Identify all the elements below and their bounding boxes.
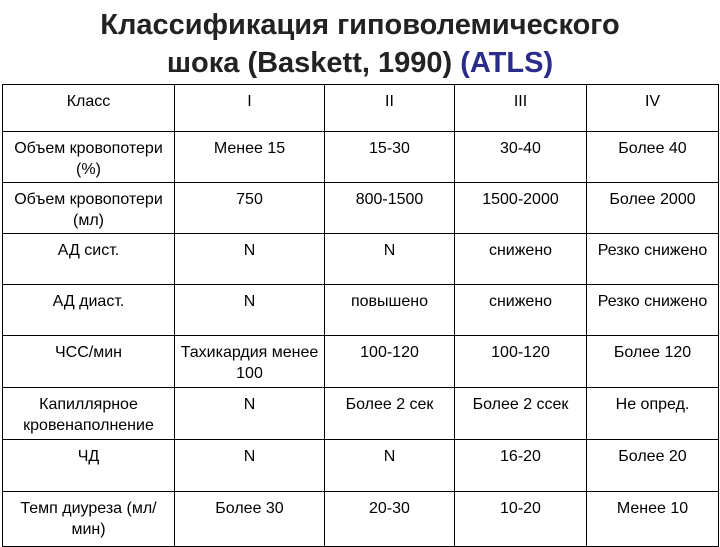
table-cell: N: [175, 440, 325, 492]
table-cell: Резко снижено: [587, 234, 719, 285]
table-cell: повышено: [325, 285, 455, 336]
row-label: Объем кровопотери (%): [3, 132, 175, 183]
header-cell-class-4: IV: [587, 85, 719, 132]
table-row: [3, 336, 719, 388]
table-cell: N: [325, 440, 455, 492]
table-cell: Более 30: [175, 492, 325, 547]
table-cell: снижено: [455, 285, 587, 336]
table-cell: снижено: [455, 234, 587, 285]
table-cell: 30-40: [455, 132, 587, 183]
table-row: [3, 285, 719, 336]
table-cell: Более 40: [587, 132, 719, 183]
row-label: АД сист.: [3, 234, 175, 285]
table-cell: 15-30: [325, 132, 455, 183]
header-cell-class-2: II: [325, 85, 455, 132]
table-cell: N: [325, 234, 455, 285]
table-cell: Менее 10: [587, 492, 719, 547]
title-line-1: Классификация гиповолемического: [100, 9, 620, 41]
table-row: [3, 234, 719, 285]
table-cell: Более 2 ссек: [455, 388, 587, 440]
table-cell: Более 20: [587, 440, 719, 492]
title-line-2-accent: (ATLS): [460, 47, 554, 79]
table-cell: 100-120: [325, 336, 455, 388]
header-cell-class-3: III: [455, 85, 587, 132]
table-cell: 800-1500: [325, 183, 455, 234]
table-row: [3, 440, 719, 492]
table-header-row: [3, 85, 719, 132]
table-cell: 10-20: [455, 492, 587, 547]
table-cell: Более 120: [587, 336, 719, 388]
shock-classification-table: [2, 84, 719, 547]
header-cell-class-1: I: [175, 85, 325, 132]
table-cell: N: [175, 234, 325, 285]
row-label: Капиллярное кровенаполнение: [3, 388, 175, 440]
header-cell-class: Класс: [3, 85, 175, 132]
row-label: ЧСС/мин: [3, 336, 175, 388]
table-cell: Более 2 сек: [325, 388, 455, 440]
table-cell: 1500-2000: [455, 183, 587, 234]
table-cell: Резко снижено: [587, 285, 719, 336]
table-cell: 100-120: [455, 336, 587, 388]
row-label: Темп диуреза (мл/мин): [3, 492, 175, 547]
table-row: [3, 492, 719, 547]
slide-title: [0, 6, 720, 82]
table-cell: N: [175, 388, 325, 440]
table-cell: Не опред.: [587, 388, 719, 440]
table-cell: Тахикардия менее 100: [175, 336, 325, 388]
title-line-2-main: шока (Baskett, 1990): [166, 47, 453, 79]
row-label: Объем кровопотери (мл): [3, 183, 175, 234]
title-line-2: [0, 44, 720, 82]
table-cell: N: [175, 285, 325, 336]
table-cell: 16-20: [455, 440, 587, 492]
table-cell: Более 2000: [587, 183, 719, 234]
table-cell: 20-30: [325, 492, 455, 547]
table-row: [3, 132, 719, 183]
row-label: ЧД: [3, 440, 175, 492]
table-cell: Менее 15: [175, 132, 325, 183]
table-row: [3, 183, 719, 234]
table-row: [3, 388, 719, 440]
row-label: АД диаст.: [3, 285, 175, 336]
table-cell: 750: [175, 183, 325, 234]
